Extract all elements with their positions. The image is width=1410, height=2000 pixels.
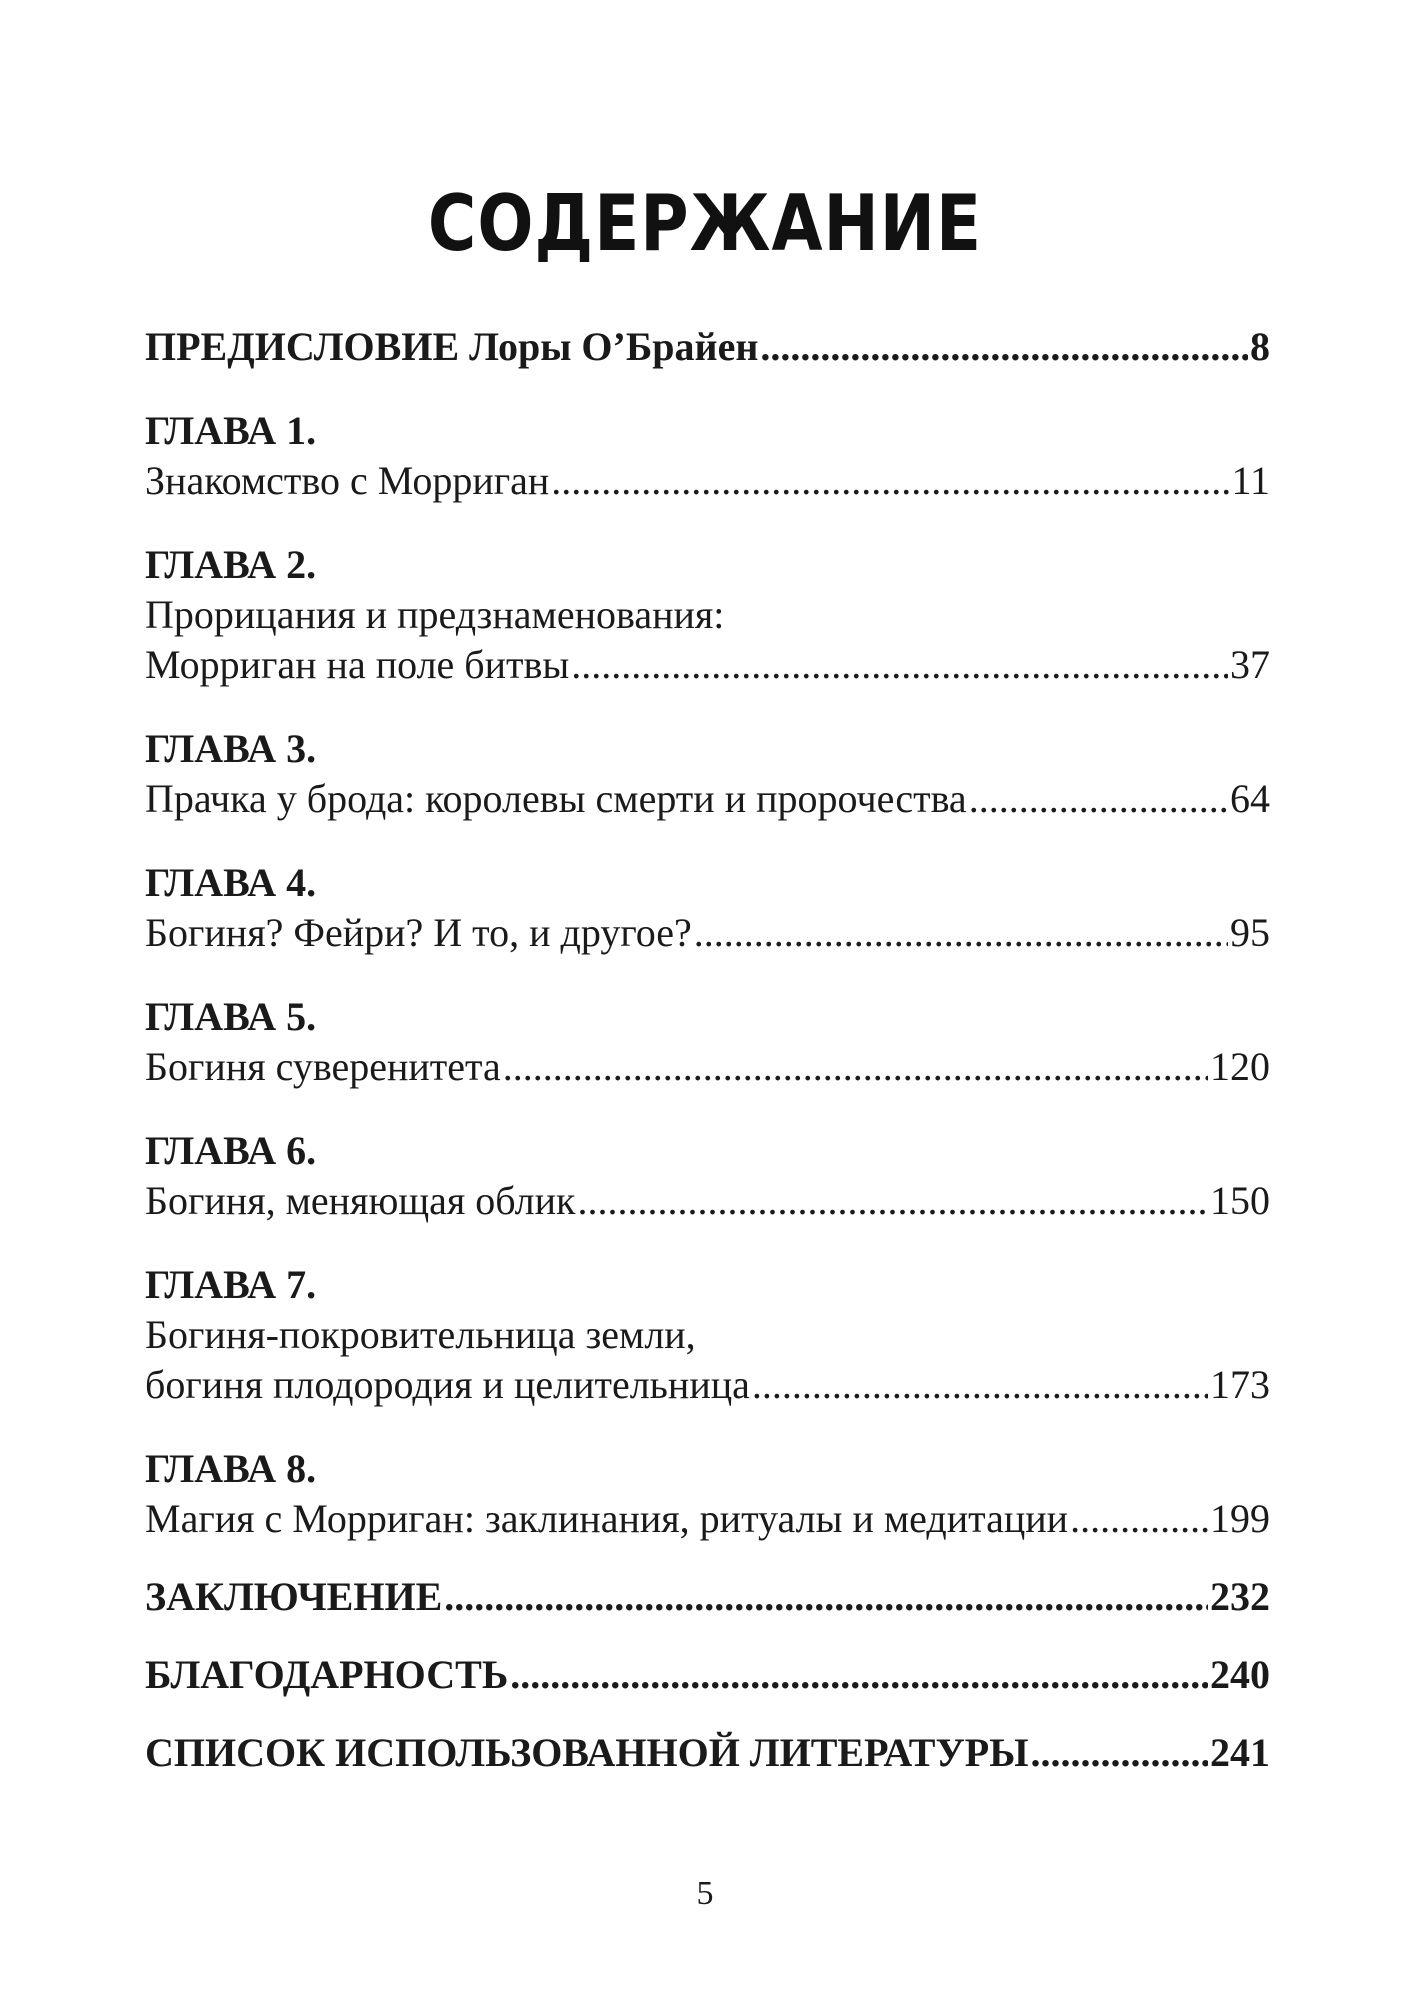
toc-chapter-1[interactable] xyxy=(145,406,1270,506)
chapter-page: 11 xyxy=(1231,458,1270,503)
chapter-title: Богиня суверенитета xyxy=(145,1044,501,1089)
chapter-heading: ГЛАВА 6. xyxy=(145,1128,317,1173)
chapter-entry-row xyxy=(145,1360,1270,1410)
chapter-entry-row xyxy=(145,908,1270,958)
table-of-contents xyxy=(145,322,1270,1778)
dot-leader xyxy=(760,322,1248,372)
dot-leader xyxy=(551,456,1229,506)
toc-entry-label: ПРЕДИСЛОВИЕ Лоры О’Брайен xyxy=(145,324,759,369)
page-title: СОДЕРЖАНИЕ xyxy=(427,178,983,269)
chapter-heading: ГЛАВА 7. xyxy=(145,1262,317,1307)
toc-chapter-2[interactable] xyxy=(145,540,1270,690)
dot-leader xyxy=(444,1572,1208,1622)
chapter-title: Богиня? Фейри? И то, и другое? xyxy=(145,910,692,955)
chapter-page: 95 xyxy=(1230,910,1270,955)
chapter-title: Морриган на поле битвы xyxy=(145,642,570,687)
dot-leader xyxy=(577,1176,1208,1226)
chapter-entry-row xyxy=(145,640,1270,690)
toc-entry-bibliography[interactable] xyxy=(145,1728,1270,1778)
chapter-page: 37 xyxy=(1230,642,1270,687)
chapter-entry-row xyxy=(145,456,1270,506)
toc-chapter-4[interactable] xyxy=(145,858,1270,958)
toc-entry-preface[interactable] xyxy=(145,322,1270,372)
chapter-title-line: Прорицания и предзнаменования: xyxy=(145,592,725,637)
chapter-page: 173 xyxy=(1210,1362,1270,1407)
toc-entry-label: СПИСОК ИСПОЛЬЗОВАННОЙ ЛИТЕРАТУРЫ xyxy=(145,1730,1029,1775)
chapter-heading: ГЛАВА 2. xyxy=(145,542,317,587)
chapter-title: Прачка у брода: королевы смерти и пророчества xyxy=(145,776,967,821)
toc-chapter-5[interactable] xyxy=(145,992,1270,1092)
toc-chapter-8[interactable] xyxy=(145,1444,1270,1544)
toc-entry-page: 232 xyxy=(1210,1574,1270,1619)
chapter-entry-row xyxy=(145,1494,1270,1544)
dot-leader xyxy=(571,640,1228,690)
chapter-page: 150 xyxy=(1210,1178,1270,1223)
chapter-heading: ГЛАВА 3. xyxy=(145,726,317,771)
page-number: 5 xyxy=(696,1875,714,1912)
chapter-entry-row xyxy=(145,1042,1270,1092)
dot-leader xyxy=(1031,1728,1208,1778)
chapter-title-line: Богиня-покровительница земли, xyxy=(145,1312,696,1357)
chapter-entry-row xyxy=(145,774,1270,824)
chapter-heading: ГЛАВА 8. xyxy=(145,1446,317,1491)
dot-leader xyxy=(694,908,1228,958)
dot-leader xyxy=(510,1650,1208,1700)
toc-entry-label: ЗАКЛЮЧЕНИЕ xyxy=(145,1574,443,1619)
toc-entry-page: 8 xyxy=(1250,324,1270,369)
toc-chapter-7[interactable] xyxy=(145,1260,1270,1410)
chapter-heading: ГЛАВА 5. xyxy=(145,994,317,1039)
chapter-entry-row xyxy=(145,1176,1270,1226)
chapter-page: 199 xyxy=(1210,1496,1270,1541)
toc-entry-label: БЛАГОДАРНОСТЬ xyxy=(145,1652,509,1697)
chapter-heading: ГЛАВА 4. xyxy=(145,860,317,905)
chapter-heading: ГЛАВА 1. xyxy=(145,408,317,453)
toc-entry-acknowledgments[interactable] xyxy=(145,1650,1270,1700)
toc-entry-page: 240 xyxy=(1210,1652,1270,1697)
chapter-title: Магия с Морриган: заклинания, ритуалы и медитации xyxy=(145,1496,1069,1541)
dot-leader xyxy=(752,1360,1208,1410)
toc-entry-conclusion[interactable] xyxy=(145,1572,1270,1622)
dot-leader xyxy=(503,1042,1208,1092)
toc-chapter-3[interactable] xyxy=(145,724,1270,824)
chapter-page: 64 xyxy=(1230,776,1270,821)
chapters-list xyxy=(145,372,1270,1544)
chapter-title: Знакомство с Морриган xyxy=(145,458,550,503)
dot-leader xyxy=(969,774,1228,824)
toc-chapter-6[interactable] xyxy=(145,1126,1270,1226)
dot-leader xyxy=(1070,1494,1208,1544)
toc-entry-page: 241 xyxy=(1210,1730,1270,1775)
chapter-title: Богиня, меняющая облик xyxy=(145,1178,576,1223)
chapter-title: богиня плодородия и целительница xyxy=(145,1362,750,1407)
chapter-page: 120 xyxy=(1210,1044,1270,1089)
